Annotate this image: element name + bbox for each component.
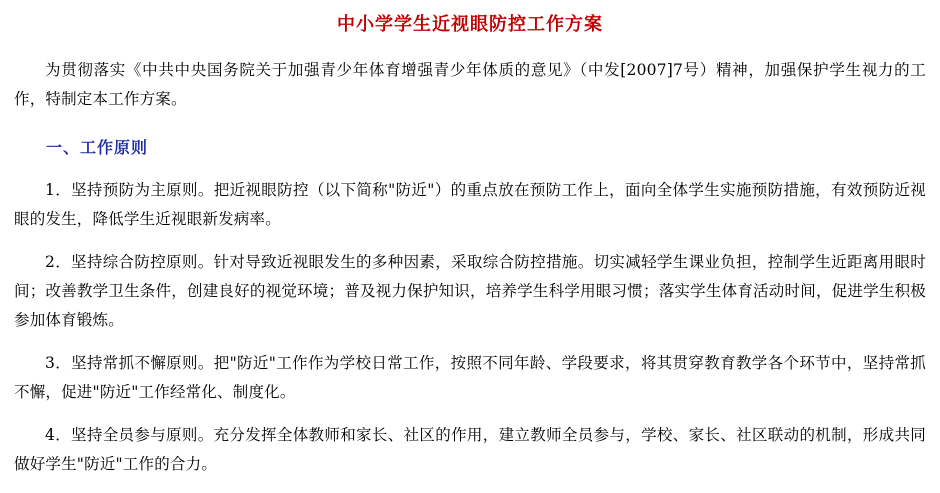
- paragraph-principle-3: 3．坚持常抓不懈原则。把"防近"工作作为学校日常工作，按照不同年龄、学段要求，将其贯穿教育教学各个环节中，坚持常抓不懈，促进"防近"工作经常化、制度化。: [14, 354, 926, 401]
- document-page: [0, 12, 940, 493]
- paragraph-principle-2: 2．坚持综合防控原则。针对导致近视眼发生的多种因素，采取综合防控措施。切实减轻学生课业负担，控制学生近距离用眼时间；改善教学卫生条件，创建良好的视觉环境；普及视力保护知识，培养学生科学用眼习惯；落实学生体育活动时间，促进学生积极参加体育锻炼。: [14, 253, 926, 329]
- paragraph-principle-1: 1．坚持预防为主原则。把近视眼防控（以下简称"防近"）的重点放在预防工作上，面向全体学生实施预防措施，有效预防近视眼的发生，降低学生近视眼新发病率。: [14, 181, 926, 228]
- page-title: 中小学学生近视眼防控工作方案: [337, 14, 603, 35]
- section-heading-work-principles: 一、工作原则: [46, 138, 149, 157]
- paragraph-principle-4: 4．坚持全员参与原则。充分发挥全体教师和家长、社区的作用，建立教师全员参与，学校、家长、社区联动的机制，形成共同做好学生"防近"工作的合力。: [14, 426, 926, 473]
- intro-paragraph: 为贯彻落实《中共中央国务院关于加强青少年体育增强青少年体质的意见》（中发[2007]7号）精神，加强保护学生视力的工作，特制定本工作方案。: [14, 61, 926, 108]
